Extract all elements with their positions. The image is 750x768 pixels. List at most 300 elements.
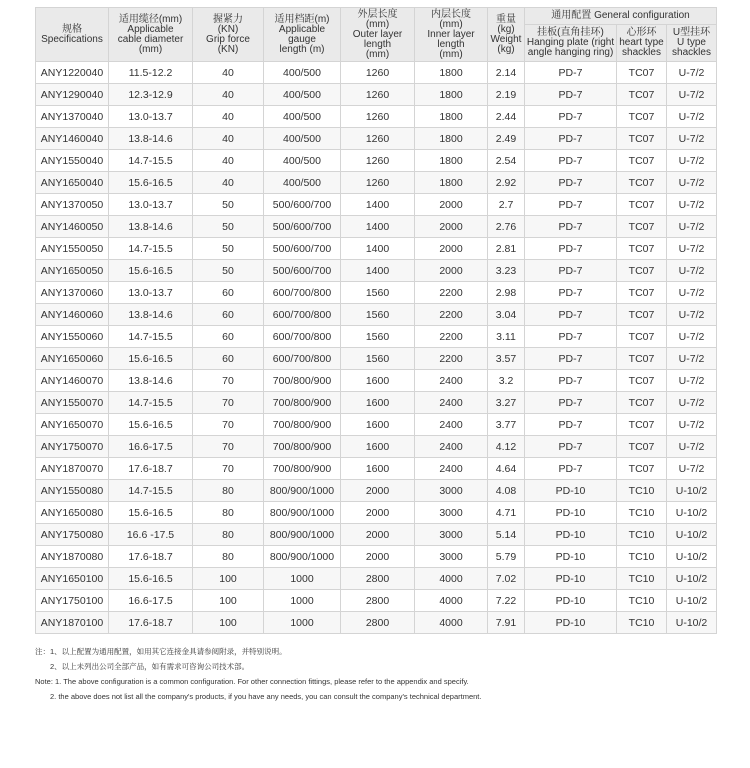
table-cell: 2000	[415, 216, 488, 238]
notes	[35, 644, 481, 704]
table-cell: 60	[193, 348, 264, 370]
table-cell: 2800	[341, 612, 415, 634]
table-cell: 3.77	[488, 414, 525, 436]
table-cell: 2.44	[488, 106, 525, 128]
table-cell: TC07	[617, 128, 667, 150]
table-cell: ANY1550070	[36, 392, 109, 414]
table-cell: 1560	[341, 282, 415, 304]
table-cell: ANY1460050	[36, 216, 109, 238]
table-cell: 1260	[341, 106, 415, 128]
table-cell: 1600	[341, 458, 415, 480]
table-cell: 500/600/700	[264, 194, 341, 216]
table-cell: 2.54	[488, 150, 525, 172]
table-cell: 700/800/900	[264, 414, 341, 436]
table-row	[36, 480, 717, 502]
table-cell: 400/500	[264, 172, 341, 194]
table-cell: TC07	[617, 282, 667, 304]
table-cell: 1600	[341, 414, 415, 436]
table-cell: TC07	[617, 392, 667, 414]
table-cell: ANY1460040	[36, 128, 109, 150]
table-cell: TC07	[617, 216, 667, 238]
table-cell: 800/900/1000	[264, 502, 341, 524]
table-cell: 40	[193, 172, 264, 194]
table-cell: 2.81	[488, 238, 525, 260]
table-cell: TC07	[617, 62, 667, 84]
table-cell: 3.57	[488, 348, 525, 370]
table-cell: PD-7	[525, 84, 617, 106]
table-cell: PD-7	[525, 326, 617, 348]
table-cell: 3000	[415, 546, 488, 568]
table-cell: 70	[193, 436, 264, 458]
table-cell: TC07	[617, 238, 667, 260]
table-cell: 4000	[415, 568, 488, 590]
table-cell: 2200	[415, 326, 488, 348]
table-cell: 2.49	[488, 128, 525, 150]
table-cell: 4.64	[488, 458, 525, 480]
table-cell: 4000	[415, 590, 488, 612]
table-cell: PD-7	[525, 106, 617, 128]
table-cell: 13.8-14.6	[109, 128, 193, 150]
table-cell: ANY1370050	[36, 194, 109, 216]
header-gauge-length: 适用档距(m) Applicable gauge length (m)	[264, 8, 341, 62]
table-cell: U-7/2	[667, 106, 717, 128]
table-cell: 2000	[341, 502, 415, 524]
table-row	[36, 84, 717, 106]
table-cell: 80	[193, 524, 264, 546]
table-cell: U-10/2	[667, 480, 717, 502]
table-cell: U-7/2	[667, 172, 717, 194]
table-cell: 80	[193, 546, 264, 568]
table-cell: U-10/2	[667, 568, 717, 590]
table-cell: 15.6-16.5	[109, 172, 193, 194]
table-cell: 60	[193, 282, 264, 304]
table-cell: 1260	[341, 128, 415, 150]
table-cell: 2400	[415, 458, 488, 480]
table-cell: U-7/2	[667, 194, 717, 216]
table-cell: 1000	[264, 590, 341, 612]
table-cell: 12.3-12.9	[109, 84, 193, 106]
header-specifications: 规格 Specifications	[36, 8, 109, 62]
table-cell: TC10	[617, 480, 667, 502]
table-cell: 2400	[415, 392, 488, 414]
table-cell: 1400	[341, 194, 415, 216]
table-cell: 2000	[415, 194, 488, 216]
table-cell: 17.6-18.7	[109, 546, 193, 568]
table-cell: 1400	[341, 216, 415, 238]
table-cell: 13.0-13.7	[109, 106, 193, 128]
table-cell: 2000	[341, 546, 415, 568]
table-cell: 1800	[415, 84, 488, 106]
table-row	[36, 458, 717, 480]
table-cell: 15.6-16.5	[109, 414, 193, 436]
table-row	[36, 436, 717, 458]
table-cell: 80	[193, 480, 264, 502]
table-cell: 1560	[341, 326, 415, 348]
table-cell: ANY1650060	[36, 348, 109, 370]
table-cell: 100	[193, 568, 264, 590]
table-cell: 15.6-16.5	[109, 260, 193, 282]
table-cell: TC07	[617, 172, 667, 194]
table-cell: ANY1870070	[36, 458, 109, 480]
table-cell: U-10/2	[667, 502, 717, 524]
table-cell: 400/500	[264, 150, 341, 172]
table-cell: 3000	[415, 480, 488, 502]
table-cell: 60	[193, 304, 264, 326]
table-cell: ANY1550080	[36, 480, 109, 502]
table-cell: 2000	[341, 480, 415, 502]
table-row	[36, 194, 717, 216]
table-cell: U-7/2	[667, 348, 717, 370]
table-cell: TC07	[617, 260, 667, 282]
table-cell: PD-7	[525, 458, 617, 480]
table-cell: PD-7	[525, 194, 617, 216]
table-cell: 400/500	[264, 106, 341, 128]
table-cell: 500/600/700	[264, 238, 341, 260]
table-row	[36, 546, 717, 568]
table-cell: 800/900/1000	[264, 524, 341, 546]
table-cell: 16.6 -17.5	[109, 524, 193, 546]
table-cell: U-7/2	[667, 260, 717, 282]
table-row	[36, 260, 717, 282]
table-cell: TC07	[617, 304, 667, 326]
table-row	[36, 370, 717, 392]
note-cn-1: 注：1、以上配置为通用配置，如用其它连接金具请参阅附录，并特别说明。	[35, 647, 287, 656]
table-cell: PD-10	[525, 612, 617, 634]
table-cell: 16.6-17.5	[109, 436, 193, 458]
table-row	[36, 612, 717, 634]
table-cell: 3.11	[488, 326, 525, 348]
table-cell: TC07	[617, 458, 667, 480]
header-cable-diameter: 适用缆径(mm) Applicable cable diameter (mm)	[109, 8, 193, 62]
table-cell: 700/800/900	[264, 370, 341, 392]
table-cell: 14.7-15.5	[109, 238, 193, 260]
table-cell: PD-10	[525, 524, 617, 546]
table-body	[36, 62, 717, 634]
table-cell: 7.02	[488, 568, 525, 590]
table-cell: U-7/2	[667, 62, 717, 84]
table-cell: TC10	[617, 612, 667, 634]
table-cell: 50	[193, 216, 264, 238]
table-cell: U-7/2	[667, 392, 717, 414]
table-cell: ANY1650100	[36, 568, 109, 590]
table-cell: 1260	[341, 150, 415, 172]
table-cell: 2.19	[488, 84, 525, 106]
table-cell: 13.8-14.6	[109, 304, 193, 326]
table-cell: 2800	[341, 568, 415, 590]
table-cell: 14.7-15.5	[109, 150, 193, 172]
table-cell: 15.6-16.5	[109, 348, 193, 370]
table-cell: U-7/2	[667, 414, 717, 436]
table-cell: 800/900/1000	[264, 480, 341, 502]
table-cell: 50	[193, 260, 264, 282]
table-cell: PD-7	[525, 150, 617, 172]
table-cell: U-7/2	[667, 128, 717, 150]
table-cell: 7.22	[488, 590, 525, 612]
table-cell: 1400	[341, 260, 415, 282]
table-cell: TC07	[617, 348, 667, 370]
table-cell: ANY1460070	[36, 370, 109, 392]
table-cell: 400/500	[264, 62, 341, 84]
table-cell: 13.8-14.6	[109, 216, 193, 238]
table-cell: 60	[193, 326, 264, 348]
header-heart-shackles: 心形环 heart type shackles	[617, 25, 667, 62]
table-cell: PD-7	[525, 128, 617, 150]
table-cell: 3000	[415, 524, 488, 546]
table-row	[36, 172, 717, 194]
table-cell: PD-7	[525, 392, 617, 414]
table-cell: TC07	[617, 106, 667, 128]
header-outer-layer-length: 外层长度 (mm) Outer layer length (mm)	[341, 8, 415, 62]
table-cell: 40	[193, 62, 264, 84]
table-cell: 2800	[341, 590, 415, 612]
table-cell: 2200	[415, 282, 488, 304]
table-cell: 1800	[415, 172, 488, 194]
table-cell: 40	[193, 150, 264, 172]
table-cell: 3.2	[488, 370, 525, 392]
table-cell: 4.08	[488, 480, 525, 502]
table-cell: 600/700/800	[264, 304, 341, 326]
table-cell: 4.71	[488, 502, 525, 524]
table-cell: 1600	[341, 392, 415, 414]
table-cell: PD-7	[525, 260, 617, 282]
table-cell: TC07	[617, 84, 667, 106]
table-cell: 1800	[415, 106, 488, 128]
table-row	[36, 128, 717, 150]
table-cell: TC10	[617, 590, 667, 612]
table-cell: 15.6-16.5	[109, 502, 193, 524]
table-cell: ANY1650050	[36, 260, 109, 282]
table-cell: 40	[193, 84, 264, 106]
table-cell: TC10	[617, 524, 667, 546]
table-cell: PD-7	[525, 370, 617, 392]
table-cell: 5.79	[488, 546, 525, 568]
table-row	[36, 216, 717, 238]
table-cell: 1260	[341, 62, 415, 84]
table-cell: 700/800/900	[264, 458, 341, 480]
table-cell: 1000	[264, 612, 341, 634]
table-cell: 13.8-14.6	[109, 370, 193, 392]
table-cell: 3000	[415, 502, 488, 524]
table-cell: 17.6-18.7	[109, 458, 193, 480]
table-cell: ANY1550040	[36, 150, 109, 172]
table-cell: 70	[193, 392, 264, 414]
table-cell: ANY1650080	[36, 502, 109, 524]
table-cell: 17.6-18.7	[109, 612, 193, 634]
table-cell: 2000	[415, 238, 488, 260]
table-cell: TC10	[617, 568, 667, 590]
table-cell: 1800	[415, 62, 488, 84]
table-cell: ANY1650040	[36, 172, 109, 194]
header-hanging-plate: 挂板(直角挂环) Hanging plate (right angle hanging ring)	[525, 25, 617, 62]
table-cell: 14.7-15.5	[109, 392, 193, 414]
table-cell: 1600	[341, 436, 415, 458]
table-cell: PD-7	[525, 216, 617, 238]
table-cell: 500/600/700	[264, 216, 341, 238]
table-row	[36, 414, 717, 436]
table-cell: PD-7	[525, 282, 617, 304]
table-cell: 40	[193, 128, 264, 150]
table-cell: 16.6-17.5	[109, 590, 193, 612]
table-cell: 4000	[415, 612, 488, 634]
table-row	[36, 590, 717, 612]
table-cell: 2200	[415, 304, 488, 326]
table-cell: U-7/2	[667, 436, 717, 458]
table-row	[36, 568, 717, 590]
table-row	[36, 150, 717, 172]
table-cell: 4.12	[488, 436, 525, 458]
table-cell: PD-10	[525, 546, 617, 568]
table-cell: 400/500	[264, 128, 341, 150]
table-cell: 1600	[341, 370, 415, 392]
table-cell: U-7/2	[667, 150, 717, 172]
table-cell: PD-7	[525, 436, 617, 458]
note-cn-2: 2、以上未列出公司全部产品，如有需求可咨询公司技术部。	[50, 662, 250, 671]
table-cell: 100	[193, 590, 264, 612]
table-cell: 1400	[341, 238, 415, 260]
table-cell: U-7/2	[667, 84, 717, 106]
table-cell: PD-10	[525, 590, 617, 612]
table-cell: ANY1750080	[36, 524, 109, 546]
table-cell: 100	[193, 612, 264, 634]
table-cell: 500/600/700	[264, 260, 341, 282]
table-cell: U-7/2	[667, 238, 717, 260]
table-cell: 14.7-15.5	[109, 480, 193, 502]
table-cell: 1560	[341, 304, 415, 326]
table-cell: ANY1550050	[36, 238, 109, 260]
table-cell: 2.76	[488, 216, 525, 238]
table-cell: TC07	[617, 194, 667, 216]
table-cell: U-7/2	[667, 326, 717, 348]
table-cell: 3.27	[488, 392, 525, 414]
table-cell: PD-7	[525, 172, 617, 194]
table-cell: 1260	[341, 84, 415, 106]
table-cell: 1560	[341, 348, 415, 370]
table-row	[36, 62, 717, 84]
table-cell: 2400	[415, 414, 488, 436]
table-cell: 2000	[415, 260, 488, 282]
table-row	[36, 524, 717, 546]
table-cell: ANY1460060	[36, 304, 109, 326]
table-cell: PD-10	[525, 480, 617, 502]
table-cell: ANY1550060	[36, 326, 109, 348]
table-cell: 11.5-12.2	[109, 62, 193, 84]
table-cell: 400/500	[264, 84, 341, 106]
table-cell: 700/800/900	[264, 436, 341, 458]
table-cell: 50	[193, 238, 264, 260]
table-cell: 2.14	[488, 62, 525, 84]
table-cell: PD-7	[525, 62, 617, 84]
header-weight: 重量 (kg) Weight (kg)	[488, 8, 525, 62]
table-cell: PD-7	[525, 304, 617, 326]
table-row	[36, 502, 717, 524]
table-cell: U-7/2	[667, 282, 717, 304]
table-cell: ANY1750100	[36, 590, 109, 612]
table-cell: ANY1870100	[36, 612, 109, 634]
table-cell: 2200	[415, 348, 488, 370]
table-cell: 700/800/900	[264, 392, 341, 414]
table-row	[36, 106, 717, 128]
table-row	[36, 348, 717, 370]
header-u-shackles: U型挂环 U type shackles	[667, 25, 717, 62]
table-cell: 1260	[341, 172, 415, 194]
table-row	[36, 238, 717, 260]
table-cell: 3.23	[488, 260, 525, 282]
table-cell: U-7/2	[667, 304, 717, 326]
table-cell: 600/700/800	[264, 348, 341, 370]
header-inner-layer-length: 内层长度 (mm) Inner layer length (mm)	[415, 8, 488, 62]
table-cell: PD-7	[525, 238, 617, 260]
table-cell: TC07	[617, 326, 667, 348]
table-cell: ANY1290040	[36, 84, 109, 106]
header-grip-force: 握紧力 (KN) Grip force (KN)	[193, 8, 264, 62]
table-cell: PD-7	[525, 348, 617, 370]
table-cell: 5.14	[488, 524, 525, 546]
table-cell: 2400	[415, 370, 488, 392]
table-cell: TC10	[617, 502, 667, 524]
table-cell: 2.7	[488, 194, 525, 216]
table-row	[36, 282, 717, 304]
table-cell: ANY1750070	[36, 436, 109, 458]
table-cell: 1000	[264, 568, 341, 590]
table-cell: TC07	[617, 150, 667, 172]
table-cell: U-10/2	[667, 612, 717, 634]
table-cell: 2400	[415, 436, 488, 458]
table-cell: TC07	[617, 436, 667, 458]
table-cell: 70	[193, 414, 264, 436]
table-cell: U-7/2	[667, 458, 717, 480]
table-cell: 13.0-13.7	[109, 194, 193, 216]
table-cell: ANY1650070	[36, 414, 109, 436]
table-cell: PD-7	[525, 414, 617, 436]
table-cell: 1800	[415, 150, 488, 172]
table-cell: 70	[193, 370, 264, 392]
table-cell: 3.04	[488, 304, 525, 326]
table-cell: 600/700/800	[264, 282, 341, 304]
table-cell: ANY1370060	[36, 282, 109, 304]
table-cell: 2.92	[488, 172, 525, 194]
table-cell: TC07	[617, 414, 667, 436]
table-row	[36, 326, 717, 348]
table-cell: U-10/2	[667, 590, 717, 612]
table-cell: 7.91	[488, 612, 525, 634]
header-general-configuration: 通用配置 General configuration	[525, 8, 717, 25]
table-cell: 15.6-16.5	[109, 568, 193, 590]
table-cell: 50	[193, 194, 264, 216]
table-cell: 1800	[415, 128, 488, 150]
table-cell: TC07	[617, 370, 667, 392]
table-cell: 14.7-15.5	[109, 326, 193, 348]
table-cell: PD-10	[525, 568, 617, 590]
table-cell: U-7/2	[667, 216, 717, 238]
table-cell: 80	[193, 502, 264, 524]
table-row	[36, 304, 717, 326]
table-cell: 2.98	[488, 282, 525, 304]
note-en-2: 2. the above does not list all the company's products, if you have any needs, you can consult the company's technical department.	[50, 692, 482, 701]
table-cell: PD-10	[525, 502, 617, 524]
table-cell: 40	[193, 106, 264, 128]
table-cell: U-10/2	[667, 524, 717, 546]
table-cell: U-10/2	[667, 546, 717, 568]
table-cell: TC10	[617, 546, 667, 568]
table-cell: ANY1370040	[36, 106, 109, 128]
table-cell: ANY1870080	[36, 546, 109, 568]
table-cell: 13.0-13.7	[109, 282, 193, 304]
table-row	[36, 392, 717, 414]
table-cell: 600/700/800	[264, 326, 341, 348]
specifications-table	[35, 7, 717, 634]
table-cell: U-7/2	[667, 370, 717, 392]
table-cell: ANY1220040	[36, 62, 109, 84]
